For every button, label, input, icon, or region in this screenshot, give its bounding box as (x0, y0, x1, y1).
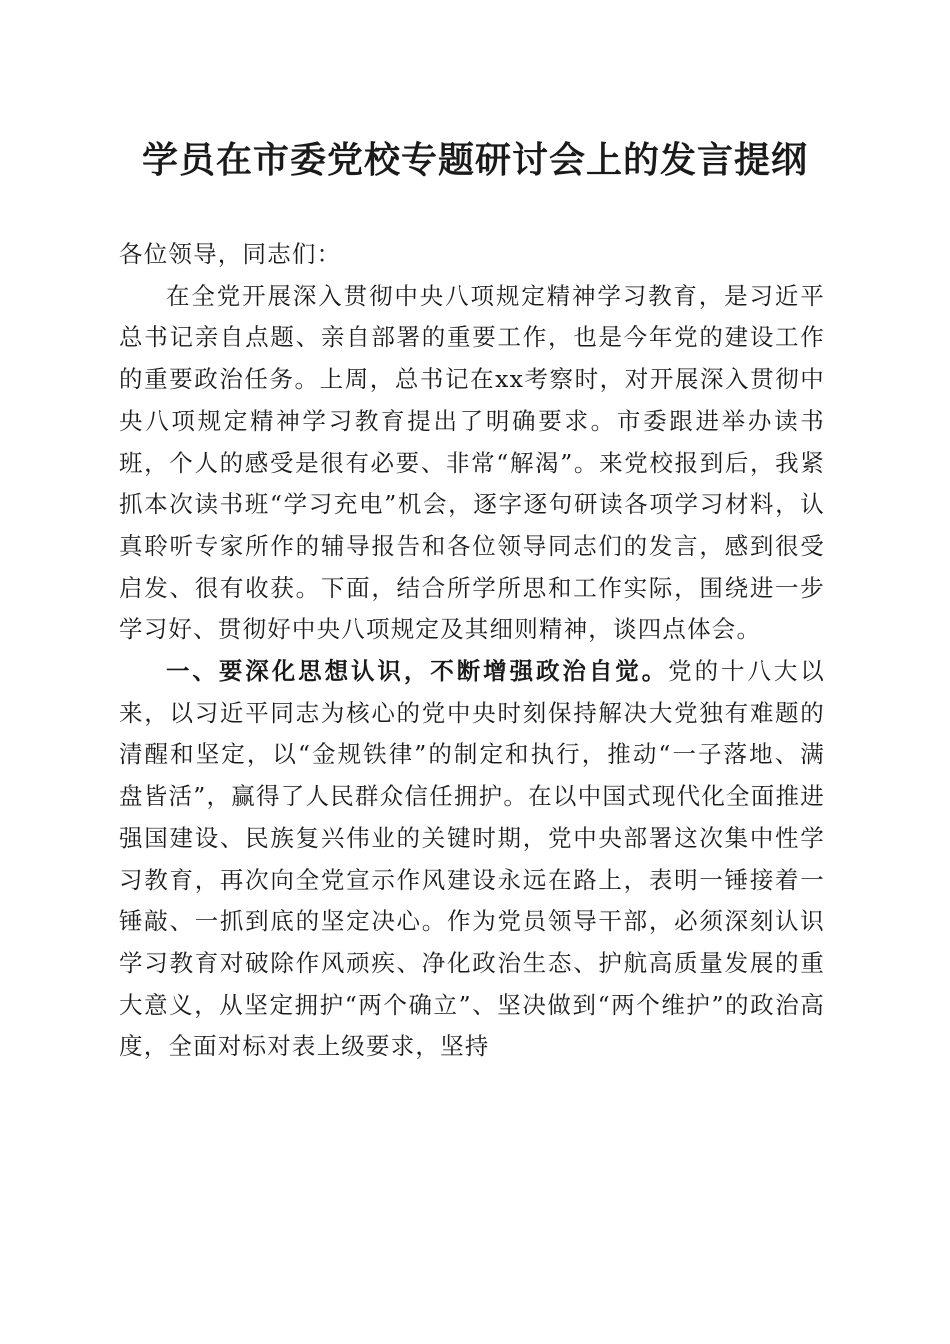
document-title: 学员在市委党校专题研讨会上的发言提纲 (141, 139, 808, 181)
section-1-heading: 一、要深化思想认识，不断增强政治自觉。 (166, 657, 669, 686)
intro-paragraph: 在全党开展深入贯彻中央八项规定精神学习教育，是习近平总书记亲自点题、亲自部署的重要工作，也是今年党的建设工作的重要政治任务。上周，总书记在xx考察时，对开展深入贯彻中央八项规定精神学习教育提出了明确要求。市委跟进举办读书班，个人的感受是很有必要、非常“解渴”。来党校报到后，我紧抓本次读书班“学习充电”机会，逐字逐句研读各项学习材料，认真聆听专家所作的辅导报告和各位领导同志们的发言，感到很受启发、很有收获。下面，结合所学所思和工作实际，围绕进一步学习好、贯彻好中央八项规定及其细则精神，谈四点体会。 (119, 281, 825, 644)
greeting-line: 各位领导，同志们： (119, 240, 342, 268)
document-body (119, 234, 825, 1068)
section-1-paragraph (119, 651, 825, 1068)
section-1-text: 党的十八大以来，以习近平同志为核心的党中央时刻保持解决大党独有难题的清醒和坚定，以“金规铁律”的制定和执行，推动“一子落地、满盘皆活”，赢得了人民群众信任拥护。在以中国式现代化全面推进强国建设、民族复兴伟业的关键时期，党中央部署这次集中性学习教育，再次向全党宣示作风建设永远在路上，表明一锤接着一锤敲、一抓到底的坚定决心。作为党员领导干部，必须深刻认识学习教育对破除作风顽疾、净化政治生态、护航高质量发展的重大意义，从坚定拥护“两个确立”、坚决做到“两个维护”的政治高度，全面对标对表上级要求，坚持 (119, 657, 825, 1061)
